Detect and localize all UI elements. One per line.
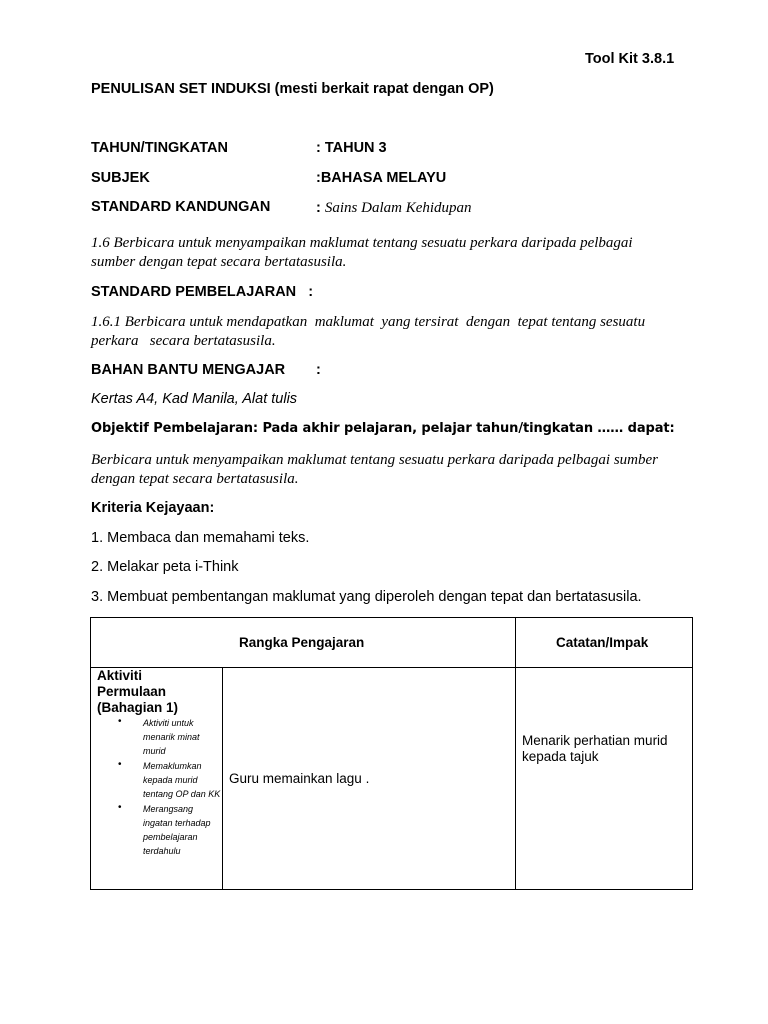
col-header-catatan: Catatan/Impak <box>556 635 649 650</box>
bbm-label: BAHAN BANTU MENGAJAR <box>91 362 286 378</box>
col-header-rangka: Rangka Pengajaran <box>239 635 365 650</box>
standard-pembelajaran-label: STANDARD PEMBELAJARAN : <box>91 284 314 300</box>
objektif-text: Berbicara untuk menyampaikan maklumat tentang sesuatu perkara daripada pelbagai sumber dengan tepat secara bertatasusila. <box>91 452 659 487</box>
row-title-line3: (Bahagian 1) <box>97 700 179 715</box>
bullet-text: Memaklumkan kepada murid tentang OP dan KK <box>143 761 221 799</box>
kriteria-label: Kriteria Kejayaan: <box>91 500 215 516</box>
standard-pembelajaran-text: 1.6.1 Berbicara untuk mendapatkan maklumat yang tersirat dengan tepat tentang sesuatu perkara secara bertatasusila. <box>91 314 649 349</box>
list-item: • Memaklumkan kepada murid tentang OP dan KK <box>118 759 221 799</box>
row-title <box>97 668 178 716</box>
standard-kandungan-value <box>316 199 472 217</box>
activity-bullets <box>118 716 223 858</box>
tahun-value: : TAHUN 3 <box>316 140 387 156</box>
bbm-text: Kertas A4, Kad Manila, Alat tulis <box>91 391 298 407</box>
sk-value: Sains Dalam Kehidupan <box>324 200 472 216</box>
rangka-text: Guru memainkan lagu . <box>229 771 370 786</box>
list-item: • Merangsang ingatan terhadap pembelajaran terdahulu <box>118 802 211 856</box>
standard-kandungan-text: 1.6 Berbicara untuk menyampaikan maklumat tentang sesuatu perkara daripada pelbagai sumber dengan tepat secara bertatasusila. <box>91 235 633 270</box>
bbm-colon: : <box>316 362 321 378</box>
tahun-label: TAHUN/TINGKATAN <box>91 140 228 156</box>
row-title-line1: Aktiviti <box>97 668 143 683</box>
standard-kandungan-label: STANDARD KANDUNGAN <box>91 199 271 215</box>
catatan-text: Menarik perhatian murid kepada tajuk <box>522 733 668 764</box>
kriteria-item-1: 1. Membaca dan memahami teks. <box>91 530 310 546</box>
list-item: • Aktiviti untuk menarik minat murid <box>118 716 200 756</box>
table-divider <box>515 618 516 889</box>
kriteria-item-2: 2. Melakar peta i-Think <box>91 559 239 575</box>
lesson-table <box>90 617 693 890</box>
kriteria-item-3: 3. Membuat pembentangan maklumat yang diperoleh dengan tepat dan bertatasusila. <box>91 589 642 605</box>
document-heading: PENULISAN SET INDUKSI (mesti berkait rapat dengan OP) <box>91 81 494 97</box>
row-title-line2: Permulaan <box>97 684 167 699</box>
toolkit-label: Tool Kit 3.8.1 <box>585 51 675 67</box>
bullet-text: Merangsang ingatan terhadap pembelajaran terdahulu <box>143 804 211 856</box>
bullet-text: Aktiviti untuk menarik minat murid <box>143 718 200 756</box>
sk-colon: : <box>316 200 325 216</box>
subjek-value: :BAHASA MELAYU <box>316 170 447 186</box>
table-divider <box>91 667 692 668</box>
objektif-label: Objektif Pembelajaran: Pada akhir pelajaran, pelajar tahun/tingkatan …… dapat: <box>91 421 675 436</box>
subjek-label: SUBJEK <box>91 170 150 186</box>
